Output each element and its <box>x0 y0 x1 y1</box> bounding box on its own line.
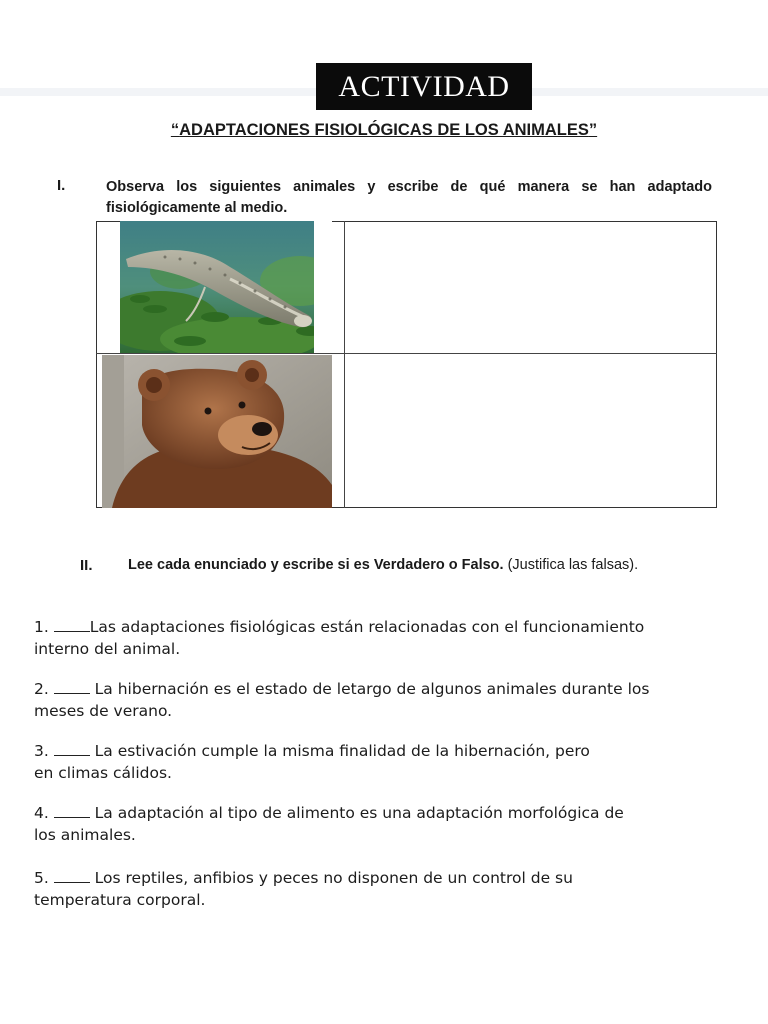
section-1-instruction: Observa los siguientes animales y escribe de qué manera se han adaptado fisiológicamente al medio. <box>106 179 712 216</box>
section-2-number: II. <box>80 557 93 574</box>
statement-text: Los reptiles, anfibios y peces no disponen de un control de su <box>94 869 573 887</box>
lungfish-photo <box>120 221 332 353</box>
activity-badge: ACTIVIDAD <box>316 63 532 110</box>
statement-3 <box>34 740 724 784</box>
title-close-quote: ” <box>588 121 598 139</box>
document-title <box>0 121 768 140</box>
fish-photo-frame <box>314 221 332 353</box>
statement-text-cont: temperatura corporal. <box>34 891 206 909</box>
answer-box-lungfish[interactable] <box>346 222 716 353</box>
title-text: ADAPTACIONES FISIOLÓGICAS DE LOS ANIMALES <box>179 121 589 139</box>
answer-blank[interactable] <box>54 803 90 818</box>
statement-number: 2. <box>34 680 49 698</box>
section-1-number: I. <box>57 177 66 194</box>
answer-blank[interactable] <box>54 868 90 883</box>
statement-2 <box>34 678 724 722</box>
answer-blank[interactable] <box>54 617 90 632</box>
statement-number: 5. <box>34 869 49 887</box>
answer-blank[interactable] <box>54 741 90 756</box>
statement-text: La estivación cumple la misma finalidad de la hibernación, pero <box>94 742 590 760</box>
section-2-instruction-main: Lee cada enunciado y escribe si es Verdadero o Falso. <box>128 557 504 573</box>
answer-blank[interactable] <box>54 679 90 694</box>
statement-text-cont: en climas cálidos. <box>34 764 172 782</box>
statement-text: La hibernación es el estado de letargo de algunos animales durante los <box>94 680 650 698</box>
statement-number: 4. <box>34 804 49 822</box>
brown-bear-photo <box>102 355 332 508</box>
statement-text-cont: meses de verano. <box>34 702 173 720</box>
statement-text-cont: los animales. <box>34 826 136 844</box>
table-row-divider <box>96 353 717 354</box>
statement-number: 1. <box>34 618 49 636</box>
statement-5 <box>34 867 724 911</box>
brown-bear-illustration <box>102 355 332 508</box>
statement-text-cont: interno del animal. <box>34 640 181 658</box>
statement-4 <box>34 802 724 846</box>
section-2-instruction <box>128 557 638 573</box>
title-open-quote: “ <box>170 121 180 139</box>
lungfish-illustration <box>120 221 332 353</box>
statement-1 <box>34 616 724 660</box>
answer-box-bear[interactable] <box>346 355 716 507</box>
section-2-instruction-note: (Justifica las falsas). <box>507 557 639 573</box>
statement-text: La adaptación al tipo de alimento es una adaptación morfológica de <box>94 804 624 822</box>
table-column-divider <box>344 221 345 508</box>
statement-text: Las adaptaciones fisiológicas están relacionadas con el funcionamiento <box>89 618 645 636</box>
statement-number: 3. <box>34 742 49 760</box>
